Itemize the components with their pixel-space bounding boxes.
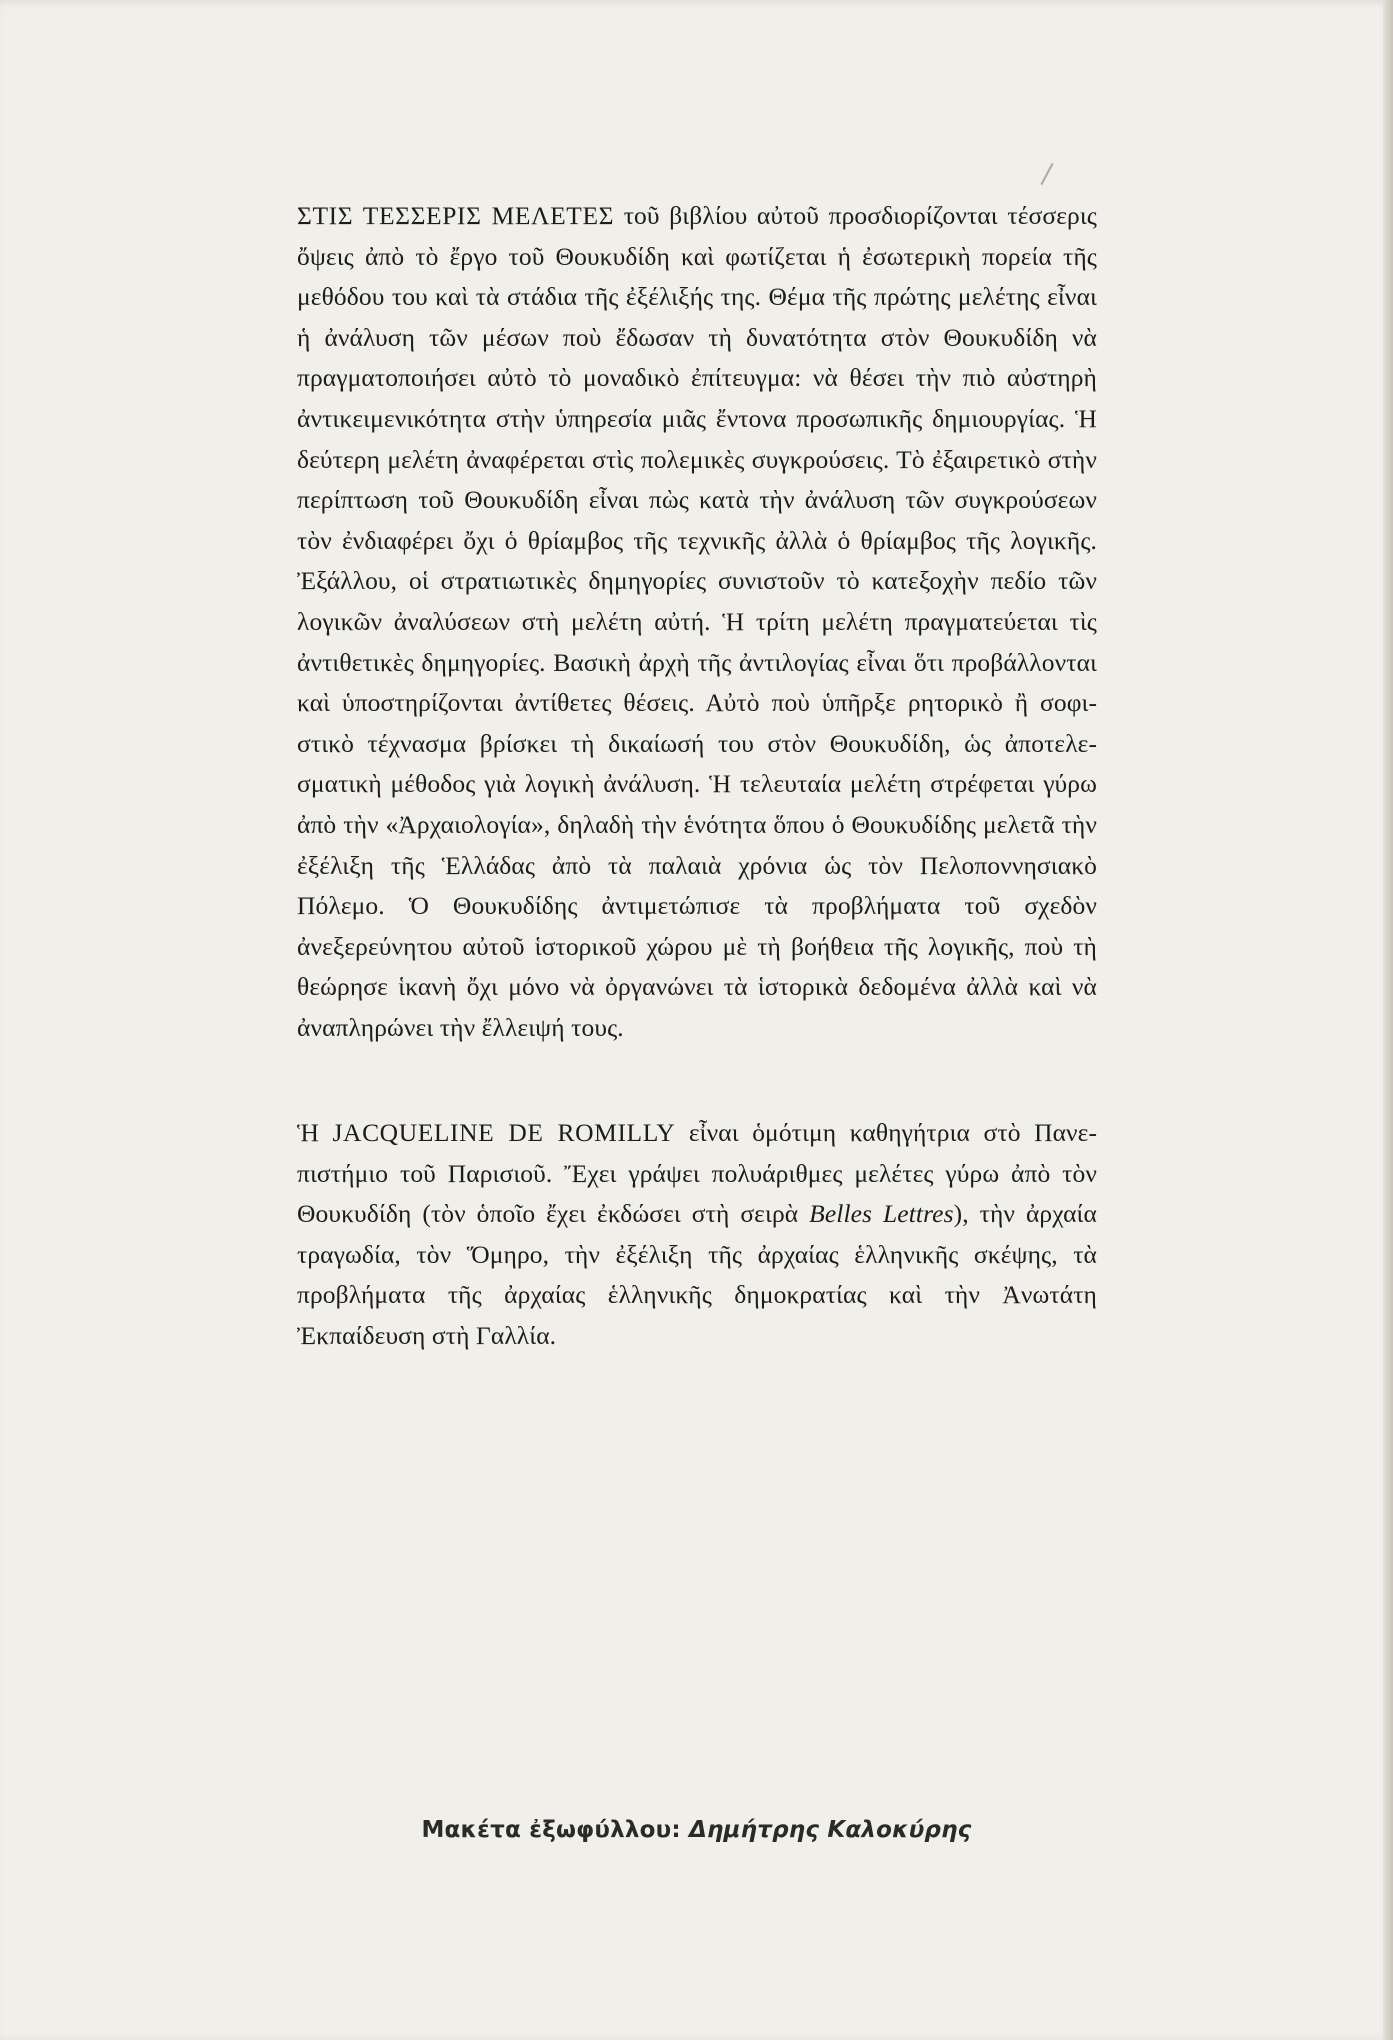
series-title: Belles Lettres: [809, 1199, 954, 1229]
description-paragraph: [297, 196, 1097, 1048]
author-paragraph: [297, 1113, 1097, 1357]
description-lead: ΣΤΙΣ ΤΕΣΣΕΡΙΣ ΜΕΛΕΤΕΣ: [297, 201, 615, 230]
page-edge-shadow: [1383, 0, 1393, 2040]
author-article: Ἡ: [297, 1118, 320, 1147]
author-text: [297, 1113, 1097, 1357]
author-name: JACQUELINE DE ROMILLY: [332, 1118, 676, 1147]
author-bio-part-2: ), τὴν ἀρχαία τραγωδία, τὸν Ὅμηρο, τὴν ἐξέλιξη τῆς ἀρχαίας ἑλληνικῆς σκέψης, τὰ προβλήματα τῆς ἀρχαίας ἑλληνικῆς δημοκρατίας καὶ τὴν Ἀνωτάτη Ἐκπαίδευση στὴ Γαλλία.: [297, 1199, 1097, 1350]
description-text: [297, 196, 1097, 1048]
author-bio-part-1: εἶναι ὁμότιμη καθηγήτρια στὸ Πανεπιστήμιο τοῦ Παρισιοῦ. Ἔχει γράψει πολυάριθμες μελέτες γύρω ἀπὸ τὸν Θουκυδίδη (τὸν ὁποῖο ἔχει ἐκδώσει στὴ σειρὰ: [297, 1118, 1097, 1229]
credit-designer-name: Δημήτρης Καλοκύρης: [688, 1817, 972, 1843]
pencil-mark: [1040, 163, 1053, 185]
cover-design-credit: [0, 1817, 1393, 1843]
credit-label: Μακέτα ἐξωφύλλου:: [421, 1817, 689, 1843]
description-body: τοῦ βιβλίου αὐτοῦ προσδιορίζονται τέσσερις ὄψεις ἀπὸ τὸ ἔργο τοῦ Θουκυδίδη καὶ φωτίζεται ἡ ἐσωτερικὴ πορεία τῆς μεθόδου του καὶ τὰ στάδια τῆς ἐξέλιξής της. Θέμα τῆς πρώτης μελέτης εἶναι ἡ ἀνάλυση τῶν μέσων ποὺ ἔδωσαν τὴ δυνατότητα στὸν Θουκυδίδη νὰ πραγματοποιήσει αὐτὸ τὸ μοναδικὸ ἐπίτευγμα: νὰ θέσει τὴν πιὸ αὐστηρὴ ἀντικειμενικότητα στὴν ὑπηρεσία μιᾶς ἔντονα προσωπικῆς δημιουργίας. Ἡ δεύτερη μελέτη ἀναφέρεται στὶς πολεμικὲς συγκρούσεις. Τὸ ἐξαιρετικὸ στὴν περίπτωση τοῦ Θουκυδίδη εἶναι πὼς κατὰ τὴν ἀνάλυση τῶν συγκρούσεων τὸν ἐνδιαφέρει ὄχι ὁ θρίαμβος τῆς τεχνικῆς ἀλλὰ ὁ θρίαμβος τῆς λογικῆς. Ἐξάλλου, οἱ στρατιωτικὲς δημηγορίες συνιστοῦν τὸ κατεξοχὴν πεδίο τῶν λογικῶν ἀναλύσεων στὴ μελέτη αὐτή. Ἡ τρίτη μελέτη πραγματεύεται τὶς ἀντιθετικὲς δημηγορίες. Βασικὴ ἀρχὴ τῆς ἀντιλογίας εἶναι ὅτι προβάλλονται καὶ ὑποστηρίζονται ἀντίθετες θέσεις. Αὐτὸ ποὺ ὑπῆρξε ρητορικὸ ἢ σοφιστικὸ τέχνασμα βρίσκει τὴ δικαίωσή του στὸν Θουκυδίδη, ὡς ἀποτελεσματικὴ μέθοδος γιὰ λογικὴ ἀνάλυση. Ἡ τελευταία μελέτη στρέφεται γύρω ἀπὸ τὴν «Ἀρχαιολογία», δηλαδὴ τὴν ἑνότητα ὅπου ὁ Θουκυδίδης μελετᾶ τὴν ἐξέλιξη τῆς Ἑλλάδας ἀπὸ τὰ παλαιὰ χρόνια ὡς τὸν Πελοποννησιακὸ Πόλεμο. Ὁ Θουκυδίδης ἀντιμετώπισε τὰ προβλήματα τοῦ σχεδὸν ἀνεξερεύνητου αὐτοῦ ἱστορικοῦ χώρου μὲ τὴ βοήθεια τῆς λογικῆς, ποὺ τὴ θεώρησε ἱκανὴ ὄχι μόνο νὰ ὀργανώνει τὰ ἱστορικὰ δεδομένα ἀλλὰ καὶ νὰ ἀναπληρώνει τὴν ἔλλειψή τους.: [297, 201, 1097, 1042]
